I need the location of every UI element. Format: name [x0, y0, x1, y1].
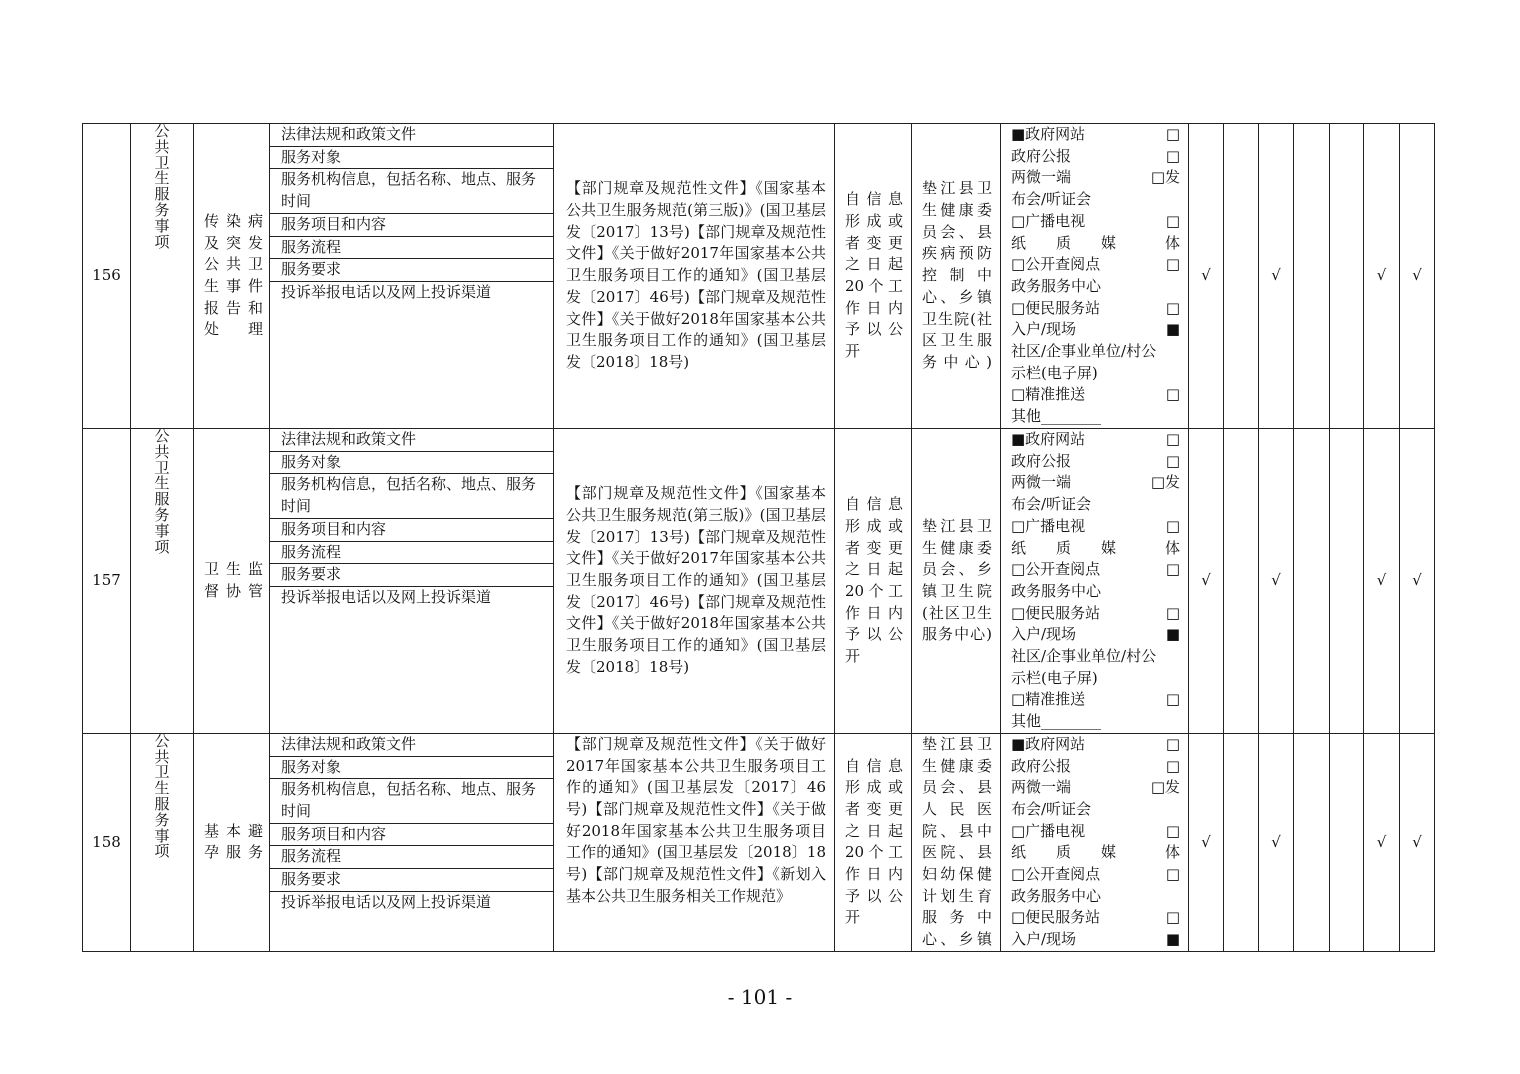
content-line: 法律法规和政策文件	[270, 124, 553, 147]
channel-line	[1011, 406, 1180, 428]
content-line: 服务流程	[270, 237, 553, 260]
content-line: 服务流程	[270, 846, 553, 869]
channel-line	[1011, 298, 1180, 320]
channel-label: 政府公报	[1011, 451, 1072, 470]
channel-label: 两微一端	[1011, 778, 1072, 797]
channel-line	[1011, 211, 1180, 233]
channel-label: 入户/现场	[1011, 625, 1077, 644]
channel-mark: ■	[1165, 320, 1180, 339]
channel-line	[1011, 429, 1180, 451]
content-line: 服务对象	[270, 452, 553, 475]
content-line: 服务机构信息，包括名称、地点、服务时间	[270, 779, 553, 823]
channel-line	[1011, 603, 1180, 625]
channel-mark: □	[1165, 756, 1180, 775]
content-line: 服务要求	[270, 869, 553, 892]
check-cell: √	[1364, 733, 1400, 951]
category-cell	[131, 429, 194, 734]
channel-mark: 体	[1164, 538, 1180, 557]
channel-label: 纸 质 媒	[1011, 233, 1117, 252]
channel-line	[1011, 494, 1180, 516]
channel-line	[1011, 146, 1180, 168]
content-line: 服务要求	[270, 259, 553, 282]
channel-label: ■政府网站	[1011, 430, 1086, 448]
channel-line	[1011, 777, 1180, 799]
channel-mark: □	[1165, 865, 1180, 884]
check-cell: √	[1364, 124, 1400, 429]
channel-cell	[1001, 429, 1189, 734]
channel-label: □公开查阅点	[1011, 255, 1101, 274]
check-cell	[1224, 733, 1259, 951]
check-cell: √	[1259, 733, 1294, 951]
item-text: 传染病及突发公共卫生事件报告和处理	[204, 211, 263, 339]
channel-line	[1011, 907, 1180, 929]
channel-label: □广播电视	[1011, 211, 1086, 230]
content-line: 法律法规和政策文件	[270, 734, 553, 757]
channel-label: □广播电视	[1011, 821, 1086, 840]
channel-line	[1011, 451, 1180, 473]
channel-line	[1011, 756, 1180, 778]
channel-label: 布会/听证会	[1011, 799, 1092, 818]
channel-label: 政府公报	[1011, 146, 1072, 165]
content-line: 服务项目和内容	[270, 824, 553, 847]
category-text: 公共卫生服务事项	[154, 731, 170, 861]
channel-mark: 体	[1164, 843, 1180, 862]
channel-mark: □发	[1150, 778, 1180, 797]
channel-cell	[1001, 733, 1189, 951]
content-cell	[270, 124, 554, 429]
channel-line	[1011, 538, 1180, 560]
check-cell	[1294, 124, 1330, 429]
check-cell: √	[1364, 429, 1400, 734]
channel-mark: □发	[1150, 168, 1180, 187]
channel-line	[1011, 189, 1180, 211]
channel-label: □便民服务站	[1011, 908, 1101, 927]
channel-label: 社区/企事业单位/村公	[1011, 647, 1157, 666]
time-limit-cell: 自信息形成或者变更之日起20个工作日内予以公开	[835, 124, 912, 429]
channel-label: 政务服务中心	[1011, 276, 1102, 295]
check-cell	[1294, 733, 1330, 951]
content-line: 服务要求	[270, 564, 553, 587]
channel-mark: □	[1165, 125, 1180, 143]
table-row	[83, 733, 1435, 951]
disclosure-table	[82, 123, 1435, 952]
channel-mark: □	[1165, 516, 1180, 535]
channel-mark: □	[1165, 560, 1180, 579]
subject-cell: 垫江县卫生健康委员会、乡镇卫生院(社区卫生服务中心)	[912, 429, 1001, 734]
check-cell	[1294, 429, 1330, 734]
check-cell: √	[1189, 733, 1224, 951]
channel-line	[1011, 711, 1180, 733]
channel-label: 其他________	[1011, 407, 1102, 426]
content-line: 投诉举报电话以及网上投诉渠道	[281, 282, 492, 301]
channel-label: 入户/现场	[1011, 930, 1077, 949]
row-number: 157	[83, 429, 131, 734]
content-line: 投诉举报电话以及网上投诉渠道	[281, 892, 492, 911]
channel-label: ■政府网站	[1011, 734, 1086, 753]
row-number: 156	[83, 124, 131, 429]
item-cell	[194, 124, 270, 429]
category-cell	[131, 124, 194, 429]
channel-line	[1011, 821, 1180, 843]
channel-label: 入户/现场	[1011, 320, 1077, 339]
basis-cell: 【部门规章及规范性文件】《国家基本公共卫生服务规范(第三版)》(国卫基层发〔2017〕13号)【部门规章及规范性文件】《关于做好2017年国家基本公共卫生服务项目工作的通知》(国卫基层发〔2017〕46号)【部门规章及规范性文件】《关于做好2018年国家基本公共卫生服务项目工作的通知》(国卫基层发〔2018〕18号)	[554, 124, 835, 429]
channel-line	[1011, 167, 1180, 189]
check-cell: √	[1400, 124, 1435, 429]
channel-line	[1011, 929, 1180, 951]
channel-label: □便民服务站	[1011, 603, 1101, 622]
channel-mark: □	[1165, 146, 1180, 165]
channel-label: 两微一端	[1011, 168, 1072, 187]
check-cell: √	[1259, 429, 1294, 734]
content-line: 服务机构信息，包括名称、地点、服务时间	[270, 169, 553, 213]
channel-mark: □	[1165, 734, 1180, 753]
channel-label: 布会/听证会	[1011, 190, 1092, 209]
time-limit-cell: 自信息形成或者变更之日起20个工作日内予以公开	[835, 733, 912, 951]
channel-label: 纸 质 媒	[1011, 538, 1117, 557]
item-text: 基本避孕服务	[204, 821, 263, 862]
channel-mark: □	[1165, 451, 1180, 470]
row-number: 158	[83, 733, 131, 951]
channel-label: □公开查阅点	[1011, 865, 1101, 884]
channel-line	[1011, 233, 1180, 255]
page-number: - 101 -	[727, 985, 793, 1009]
check-cell: √	[1189, 124, 1224, 429]
subject-cell: 垫江县卫生健康委员会、县人民医院、县中医院、县妇幼保健计划生育服务中心、乡镇	[912, 733, 1001, 951]
channel-line	[1011, 124, 1180, 146]
channel-mark: □发	[1150, 473, 1180, 492]
channel-label: 两微一端	[1011, 473, 1072, 492]
channel-label: 布会/听证会	[1011, 495, 1092, 514]
channel-mark: □	[1165, 690, 1180, 709]
channel-line	[1011, 886, 1180, 908]
channel-mark: □	[1165, 821, 1180, 840]
content-line: 服务对象	[270, 147, 553, 170]
basis-cell: 【部门规章及规范性文件】《关于做好2017年国家基本公共卫生服务项目工作的通知》(国卫基层发〔2017〕46号)【部门规章及规范性文件】《关于做好2018年国家基本公共卫生服务项目工作的通知》(国卫基层发〔2018〕18号)【部门规章及规范性文件】《新划入基本公共卫生服务相关工作规范》	[554, 733, 835, 951]
channel-line	[1011, 624, 1180, 646]
basis-cell: 【部门规章及规范性文件】《国家基本公共卫生服务规范(第三版)》(国卫基层发〔2017〕13号)【部门规章及规范性文件】《关于做好2017年国家基本公共卫生服务项目工作的通知》(国卫基层发〔2017〕46号)【部门规章及规范性文件】《关于做好2018年国家基本公共卫生服务项目工作的通知》(国卫基层发〔2018〕18号)	[554, 429, 835, 734]
channel-mark: □	[1165, 298, 1180, 317]
check-cell: √	[1259, 124, 1294, 429]
channel-label: □精准推送	[1011, 690, 1086, 709]
channel-label: □精准推送	[1011, 385, 1086, 404]
channel-mark: 体	[1164, 233, 1180, 252]
content-line: 法律法规和政策文件	[270, 429, 553, 452]
channel-mark: ■	[1165, 625, 1180, 644]
category-text: 公共卫生服务事项	[154, 427, 170, 556]
channel-line	[1011, 319, 1180, 341]
subject-cell: 垫江县卫生健康委员会、县疾病预防控制中心、乡镇卫生院(社区卫生服务中心)	[912, 124, 1001, 429]
content-line: 服务对象	[270, 757, 553, 780]
channel-line	[1011, 864, 1180, 886]
item-text: 卫生监督协管	[204, 560, 263, 600]
channel-line	[1011, 384, 1180, 406]
content-line: 服务项目和内容	[270, 214, 553, 237]
check-cell: √	[1189, 429, 1224, 734]
channel-line	[1011, 842, 1180, 864]
channel-line	[1011, 254, 1180, 276]
check-cell	[1330, 429, 1364, 734]
content-line: 服务机构信息，包括名称、地点、服务时间	[270, 474, 553, 518]
check-cell	[1330, 124, 1364, 429]
channel-line	[1011, 341, 1180, 363]
channel-label: 政务服务中心	[1011, 886, 1102, 905]
channel-label: 社区/企事业单位/村公	[1011, 342, 1157, 361]
content-line: 投诉举报电话以及网上投诉渠道	[281, 587, 492, 606]
item-cell	[194, 429, 270, 734]
channel-label: ■政府网站	[1011, 125, 1086, 143]
check-cell	[1224, 124, 1259, 429]
channel-line	[1011, 646, 1180, 668]
check-cell: √	[1400, 429, 1435, 734]
channel-line	[1011, 799, 1180, 821]
time-limit-cell: 自信息形成或者变更之日起20个工作日内予以公开	[835, 429, 912, 734]
check-cell	[1224, 429, 1259, 734]
channel-label: □公开查阅点	[1011, 560, 1101, 579]
channel-mark: □	[1165, 385, 1180, 404]
category-cell	[131, 733, 194, 951]
channel-line	[1011, 581, 1180, 603]
table-row	[83, 429, 1435, 734]
channel-mark: □	[1165, 255, 1180, 274]
channel-line	[1011, 363, 1180, 385]
content-cell	[270, 429, 554, 734]
channel-line	[1011, 734, 1180, 756]
category-text: 公共卫生服务事项	[154, 122, 170, 251]
channel-label: 其他________	[1011, 712, 1102, 731]
channel-mark: □	[1165, 603, 1180, 622]
channel-label: □广播电视	[1011, 516, 1086, 535]
channel-label: 示栏(电子屏)	[1011, 363, 1098, 382]
channel-line	[1011, 559, 1180, 581]
channel-line	[1011, 472, 1180, 494]
channel-label: 政府公报	[1011, 756, 1072, 775]
item-cell	[194, 733, 270, 951]
channel-mark: □	[1165, 908, 1180, 927]
content-cell	[270, 733, 554, 951]
channel-cell	[1001, 124, 1189, 429]
channel-label: 示栏(电子屏)	[1011, 668, 1098, 687]
table-row	[83, 124, 1435, 429]
channel-label: □便民服务站	[1011, 298, 1101, 317]
channel-mark: ■	[1165, 930, 1180, 949]
channel-line	[1011, 516, 1180, 538]
channel-mark: □	[1165, 211, 1180, 230]
content-line: 服务项目和内容	[270, 519, 553, 542]
channel-line	[1011, 276, 1180, 298]
check-cell	[1330, 733, 1364, 951]
channel-line	[1011, 668, 1180, 690]
check-cell: √	[1400, 733, 1435, 951]
channel-line	[1011, 689, 1180, 711]
channel-mark: □	[1165, 430, 1180, 448]
channel-label: 政务服务中心	[1011, 581, 1102, 600]
channel-label: 纸 质 媒	[1011, 843, 1117, 862]
content-line: 服务流程	[270, 542, 553, 565]
